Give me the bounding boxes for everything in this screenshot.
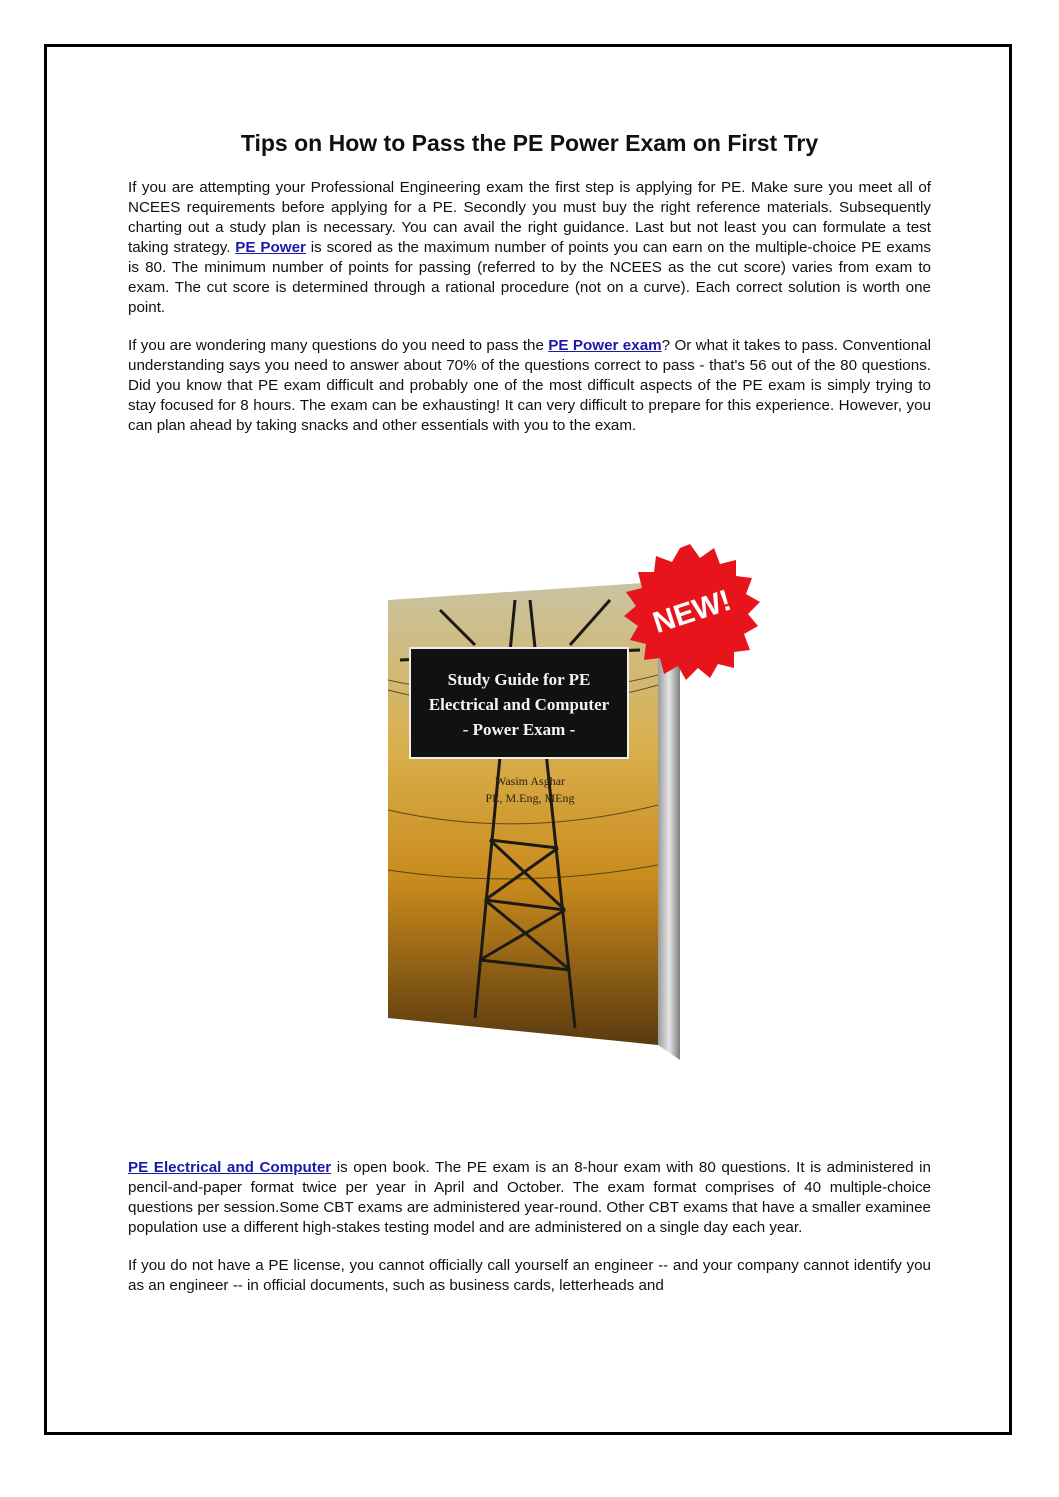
paragraph-intro bbox=[128, 178, 931, 318]
paragraph-text: is open book. The PE exam is an 8-hour exam with 80 questions. It is administered in pencil-and-paper format twice per year in April and October. The exam format comprises of 40 multiple-choice questions per session.Some CBT exams are administered year-round. Other CBT exams that have a smaller examinee population use a different high-stakes testing model and are administered on a single day each year. bbox=[128, 1159, 931, 1236]
paragraph-questions bbox=[128, 336, 931, 436]
paragraph-text: ? Or what it takes to pass. Conventional understanding says you need to answer about 70% of the questions correct to pass - that's 56 out of the 80 questions. Did you know that PE exam difficult and probably one of the most difficult aspects of the PE exam is simply trying to stay focused for 8 hours. The exam can be exhausting! It can very difficult to prepare for this experience. However, you can plan ahead by taking snacks and other essentials with you to the exam. bbox=[128, 337, 931, 434]
paragraph-text: If you are attempting your Professional Engineering exam the first step is applying for PE. Make sure you meet all of NCEES requirements before applying for a PE. Secondly you must buy the right reference materials. Subsequently charting out a study plan is necessary. You can avail the right guidance. Last but not least you can formulate a test taking strategy. bbox=[128, 179, 931, 256]
article-upper bbox=[128, 128, 931, 436]
book-author-line1: Wasim Asghar bbox=[494, 774, 566, 788]
book-title-line1: Study Guide for PE bbox=[447, 670, 591, 689]
link-pe-electrical-computer[interactable]: PE Electrical and Computer bbox=[128, 1159, 332, 1176]
link-pe-power-exam[interactable]: PE Power exam bbox=[548, 337, 662, 354]
book-title-line3: - Power Exam - bbox=[462, 720, 576, 739]
book-author-line2: PE, M.Eng, MEng bbox=[485, 791, 575, 805]
paragraph-text: is scored as the maximum number of points you can earn on the multiple-choice PE exams is 80. The minimum number of points for passing (referred to by the NCEES as the cut score) varies from exam to exam. The cut score is determined through a rational procedure (not on a curve). Each correct solution is worth one point. bbox=[128, 239, 931, 316]
paragraph-license: If you do not have a PE license, you cannot officially call yourself an engineer -- and your company cannot identify you as an engineer -- in official documents, such as business cards, letterheads and bbox=[128, 1257, 931, 1294]
paragraph-text: If you are wondering many questions do you need to pass the bbox=[128, 337, 549, 354]
book-title-line2: Electrical and Computer bbox=[428, 695, 610, 714]
article-lower bbox=[128, 1158, 931, 1296]
new-badge-text: NEW! bbox=[648, 583, 736, 640]
page-title: Tips on How to Pass the PE Power Exam on First Try bbox=[240, 130, 819, 156]
new-badge bbox=[624, 544, 760, 680]
book-cover-image bbox=[380, 540, 760, 1065]
paragraph-format bbox=[128, 1158, 931, 1238]
link-pe-power[interactable]: PE Power bbox=[235, 239, 306, 256]
